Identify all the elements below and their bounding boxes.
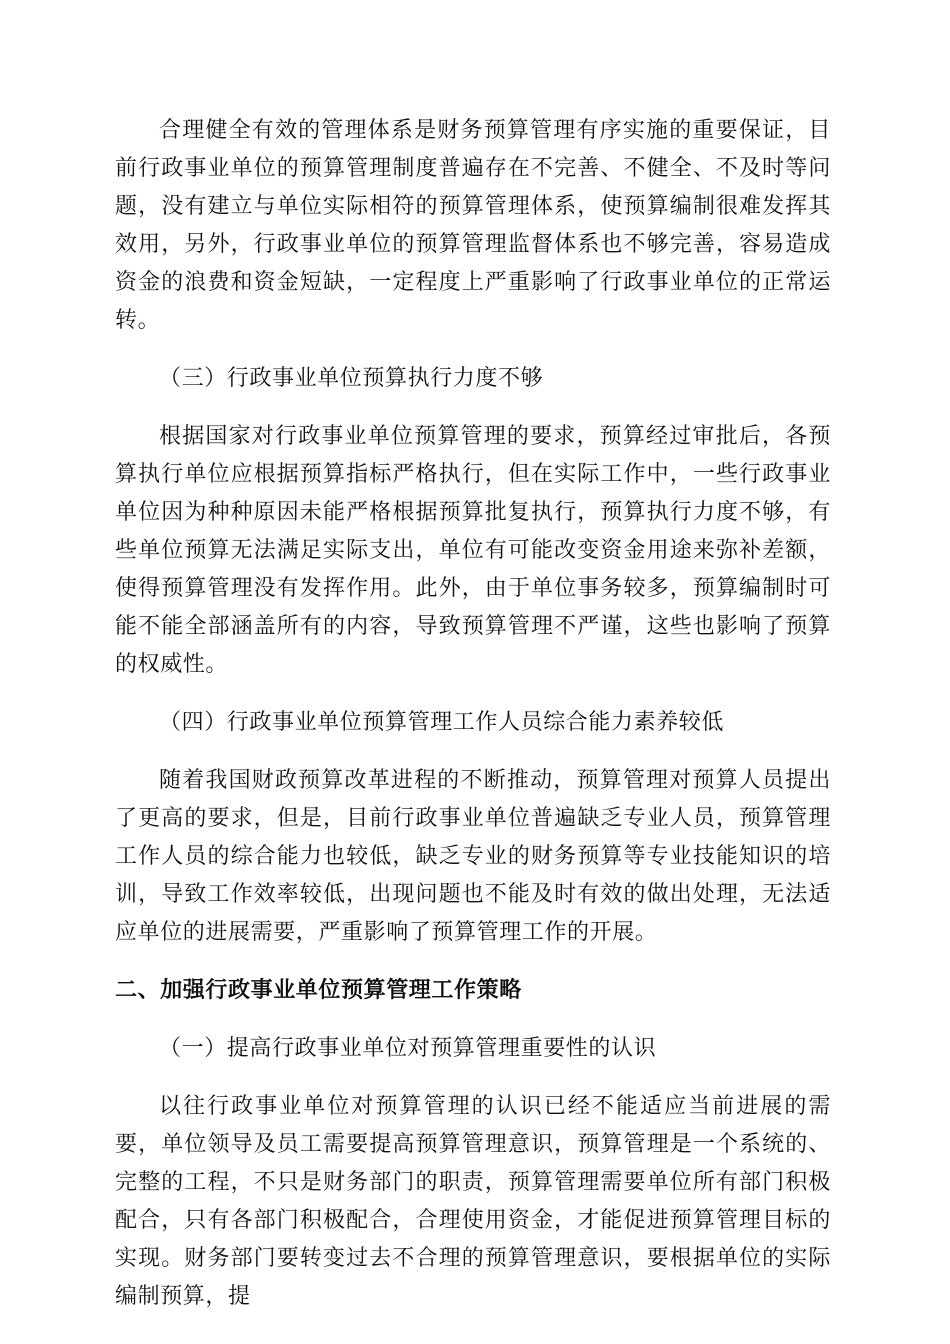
subsection-heading: （一）提高行政事业单位对预算管理重要性的认识 — [159, 1036, 657, 1061]
subsection-heading: （四）行政事业单位预算管理工作人员综合能力素养较低 — [159, 710, 725, 735]
body-paragraph: 以往行政事业单位对预算管理的认识已经不能适应当前进展的需要，单位领导及员工需要提高预算管理意识，预算管理是一个系统的、完整的工程，不只是财务部门的职责，预算管理需要单位所有部门积极配合，只有各部门积极配合，合理使用资金，才能促进预算管理目标的实现。财务部门要转变过去不合理的预算管理意识，要根据单位的实际编制预算，提 — [115, 1094, 831, 1309]
body-paragraph: 根据国家对行政事业单位预算管理的要求，预算经过审批后，各预算执行单位应根据预算指标严格执行，但在实际工作中，一些行政事业单位因为种种原因未能严格根据预算批复执行，预算执行力度不够，有些单位预算无法满足实际支出，单位有可能改变资金用途来弥补差额，使得预算管理没有发挥作用。此外，由于单位事务较多，预算编制时可能不能全部涵盖所有的内容，导致预算管理不严谨，这些也影响了预算的权威性。 — [115, 424, 831, 677]
document-page — [115, 112, 831, 1316]
subsection-heading: （三）行政事业单位预算执行力度不够 — [159, 366, 544, 391]
body-paragraph: 随着我国财政预算改革进程的不断推动，预算管理对预算人员提出了更高的要求，但是，目前行政事业单位普遍缺乏专业人员，预算管理工作人员的综合能力也较低，缺乏专业的财务预算等专业技能知识的培训，导致工作效率较低，出现问题也不能及时有效的做出处理，无法适应单位的进展需要，严重影响了预算管理工作的开展。 — [115, 768, 831, 945]
section-heading: 二、加强行政事业单位预算管理工作策略 — [115, 978, 522, 1003]
body-paragraph: 合理健全有效的管理体系是财务预算管理有序实施的重要保证，目前行政事业单位的预算管理制度普遍存在不完善、不健全、不及时等问题，没有建立与单位实际相符的预算管理体系，使预算编制很难发挥其效用，另外，行政事业单位的预算管理监督体系也不够完善，容易造成资金的浪费和资金短缺，一定程度上严重影响了行政事业单位的正常运转。 — [115, 118, 831, 333]
